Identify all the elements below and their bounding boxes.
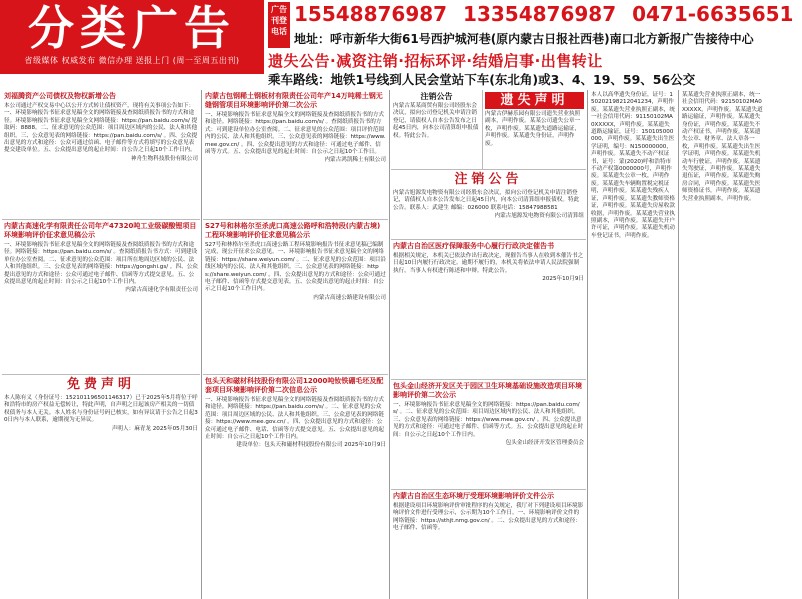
notice-title: 包头金山经济开发区关于园区卫生环境基础设施改造项目环境影响评价第二次公示 [393, 382, 582, 399]
page-title: 分类广告 [28, 1, 236, 55]
notice-body: 本人陈有义（身份证号：152101196501146317）已于2025年5月将位于呼和浩特市的房产权益无偿转让，特此声明，自声明之日起该房产相关的一切债权债务与本人无关。本人姓名与身份证号码已核实，如有异议请于公告之日起30日内与本人联系，逾期视为无异议。 [4, 395, 198, 424]
notice-title: 注销公告 [420, 92, 453, 101]
notice [483, 90, 586, 170]
phone-number: 13354876987 [463, 2, 617, 26]
notice [391, 90, 483, 170]
notice-body: 一、环境影响报告书征求意见稿全文的网络链接及查阅纸质报告书的方式和途径。网络链接：https://pan.baidu.com/s/ 。查阅纸质报告书方式：可到建设单位办公室查阅。二、征求意见的公众范围：项目所在地周边区域的公民、法人和其他组织。三、公众意见表的网络链接：https://gongshi.gs/ 。四、公众提出意见的方式和途径：公众可通过电子邮件、信函等方式提交意见。五、公众提出意见的起止时间：自公示之日起10个工作日内。 [4, 242, 198, 286]
column-3 [391, 90, 586, 599]
notice [391, 490, 586, 599]
notice-signature: 2025年10月9日 [542, 276, 584, 283]
notice-signature: 包头金山经济开发区管理委员会 [505, 440, 584, 447]
column-2 [203, 90, 388, 599]
notice-title: 免费声明 [66, 377, 135, 392]
hotline-label: 广告刊登电话 [268, 2, 290, 48]
notice [203, 220, 388, 375]
notice-title: 内蒙古自治区医疗保障服务中心履行行政决定催告书 [393, 242, 554, 250]
notice-title: 内蒙古高速化学有限责任公司年产47320吨工业级碳酸锂项目环境影响评价征求意见稿公示 [4, 222, 197, 239]
notice-signature: 内蒙古高速化学有限责任公司 [125, 287, 198, 294]
notice-title: 遗失声明 [485, 92, 584, 109]
notice [203, 375, 388, 599]
notice-body: 内蒙古旭源发电物资有限公司经股东会决议，拟向公司登记机关申请注销登记，请债权人自本公告发布之日起45日内，向本公司清算组申报债权。特此公告。联系人：武建生 邮编：026000 联系电话：15847988581 [393, 190, 580, 211]
notice-signature: 内蒙古旭源发电物资有限公司清算组 [494, 213, 584, 220]
notice-signature: 内蒙古鸿凯稀土有限公司 [324, 157, 386, 164]
brand-block [0, 0, 264, 74]
notice-body: 内蒙古伊赫乐园有限公司遗失营业执照副本，声明作废。某某公司遗失公章一枚，声明作废。某某遗失道路运输证，声明作废。某某遗失身份证，声明作废。 [485, 111, 581, 147]
notice [391, 380, 586, 490]
notice-title: 刘福腾资产公司债权及物权新增公告 [4, 92, 116, 100]
route-line: 乘车路线：地铁1号线到人民会堂站下车(东北角)或3、4、19、59、56公交 [268, 72, 696, 87]
notice-title: 包头天和磁材科技股份有限公司12000吨钕铁硼毛坯及配套项目环境影响评价第二次信息公示 [205, 377, 384, 394]
notice-body: 内蒙古某某商贸有限公司经股东会决议，拟向公司登记机关申请注销登记，请债权人自本公告发布之日起45日内，向本公司清算组申报债权。特此公告。 [393, 103, 479, 139]
column-4 [589, 90, 677, 599]
notice [2, 90, 200, 220]
column-divider [389, 90, 390, 599]
notice [589, 90, 677, 599]
notice-row [391, 90, 586, 170]
address-line: 地址：呼市新华大街61号西护城河巷(原内蒙古日报社西巷)南口北方新报广告接待中心 [294, 32, 754, 46]
notice-body: S27号和林格尔至杀虎口高速公路工程环境影响报告书征求意见稿已编制完成，现公开征求公众意见。一、环境影响报告书征求意见稿全文的网络链接：https://share.weiyun.com/ 。二、征求意见的公众范围：项目沿线区域内的公民、法人和其他组织。三、公众意见表的网络链接：https://share.weiyun.com/ 。四、公众提出意见的方式和途径：公众可通过电子邮件、信函等方式提交意见表。五、公众提出意见的起止时间：自公示之日起10个工作日内。 [205, 242, 386, 293]
notice-signature: 神舟生物科技股份有限公司 [130, 155, 198, 162]
phone-number: 0471-6635651 [632, 2, 794, 26]
column-1 [2, 90, 200, 599]
notice-title: 注销公告 [454, 172, 523, 187]
notice-body: 本公司通过产权交易中心以公开方式转让债权资产，现将有关事项公告如下：一、环境影响报告书征求意见稿全文的网络链接及查阅纸质报告书的方式和途径。环境影响报告书征求意见稿全文网络链接：https://pan.baidu.com/s/ 提取码：8888。二、征求意见的公众范围：项目周边区域内的公民、法人和其他组织。三、公众意见表的网络链接：https://pan.baidu.com/s/ 。四、公众提出意见的方式和途径：公众可通过信函、电子邮件等方式将填写的公众意见表提交建设单位。五、公众提出意见的起止时间：自公告之日起10个工作日内。 [4, 103, 198, 154]
notice-body: 本人以高华遗失身份证，证号：150202198212041234，声明作废。某某遗失营业执照正副本，统一社会信用代码：91150102MA0XXXXX，声明作废。某某遗失道路运输证，证号：150105000000，声明作废。某某遗失出生医学证明，编号：N150000000，声明作废。某某遗失不动产权证书，证号：蒙(2020)呼和浩特市不动产权第0000000号，声明作废。某某遗失公章一枚，声明作废。某某遗失车辆购置税完税证明，声明作废。某某遗失残疾人证，声明作废。某某遗失教师资格证，声明作废。某某遗失房屋收款收据，声明作废。某某遗失营业执照副本，声明作废。某某遗失开户许可证，声明作废。某某遗失机动车登记证书，声明作废。 [591, 92, 675, 239]
column-5 [680, 90, 766, 599]
notice-title: 内蒙古包钢稀土钢板材有限责任公司年产14万吨稀土钢无缝钢管项目环境影响评价第二次公示 [205, 92, 383, 109]
notice-body: 某某遗失营业执照正副本，统一社会信用代码：92150102MA0XXXXX，声明作废。某某遗失道路运输证，声明作废。某某遗失身份证，声明作废。某某遗失不动产权证书，声明作废。某某遗失公章、财务章、法人章各一枚，声明作废。某某遗失出生医学证明，声明作废。某某遗失机动车行驶证，声明作废。某某遗失驾驶证，声明作废。某某遗失退伍证，声明作废。某某遗失购房合同，声明作废。某某遗失医师资格证书，声明作废。某某遗失营业执照副本，声明作废。 [682, 92, 763, 202]
notice [680, 90, 766, 599]
phone-numbers [294, 2, 802, 26]
notice-body: 一、环境影响报告书征求意见稿全文的网络链接：https://pan.baidu.com/s/ 。二、征求意见的公众范围：项目周边区域内的公民、法人和其他组织。三、公众意见表的网络链接：https://www.mee.gov.cn/ 。四、公众提出意见的方式和途径：可通过电子邮件、信函等方式。五、公众提出意见的起止时间：自公示之日起10个工作日内。 [393, 402, 584, 438]
notice [391, 170, 586, 240]
column-divider [201, 90, 202, 599]
notice [2, 220, 200, 375]
notice [2, 375, 200, 599]
notice-body: 一、环境影响报告书征求意见稿全文的网络链接及查阅纸质报告书的方式和途径。网络链接：https://pan.baidu.com/s/ 。查阅纸质报告书的方式：可到建设单位办公室查阅。二、征求意见的公众范围：项目评价范围内的公民、法人和其他组织。三、公众意见表的网络链接：https://www.mee.gov.cn/ 。四、公众提出意见的方式和途径：可通过电子邮件、信函等方式。五、公众提出意见的起止时间：自公示之日起10个工作日。 [205, 112, 386, 156]
notice-body: 根据建设项目环境影响评价审批程序的有关规定，我厅对下列建设项目环境影响评价文件进行受理公示，公示期为10个工作日。一、环境影响评价文件的网络链接：https://sthjt.nmg.gov.cn/ 。二、公众提出意见的方式和途径：电子邮件、信函等。 [393, 503, 584, 532]
brand-slogan: 省级媒体 权威发布 微信办理 送报上门 (周一至周五出刊) [24, 56, 240, 65]
notice-body: 一、环境影响报告书征求意见稿全文的网络链接及查阅纸质报告书的方式和途径。网络链接：https://pan.baidu.com/s/ 。二、征求意见的公众范围：项目周边区域的公民、法人和其他组织。三、公众意见表的网络链接：https://www.mee.gov.cn/ 。四、公众提出意见的方式和途径：公众可通过电子邮件、电话、信函等方式提交意见。五、公众提出意见的起止时间：自公示之日起10个工作日内。 [205, 397, 385, 441]
notice [203, 90, 388, 220]
notice [391, 240, 586, 380]
notice-title: 内蒙古自治区生态环境厅受理环境影响评价文件公示 [393, 492, 554, 500]
column-divider [587, 90, 588, 599]
header-banner [0, 0, 794, 87]
column-divider [678, 90, 679, 599]
notice-signature: 内蒙古高速公路建设有限公司 [313, 294, 386, 301]
services-line: 遗失公告·减资注销·招标环评·结婚启事·出售转让 [268, 52, 603, 70]
notice-body: 根据相关规定，本机关已依法作出行政决定，现催告当事人在收到本催告书之日起10日内履行行政决定。逾期不履行的，本机关将依法申请人民法院强制执行。当事人有权进行陈述和申辩。特此公告。 [393, 253, 584, 274]
notice-signature: 建设单位：包头天和磁材科技股份有限公司 2025年10月9日 [236, 442, 386, 449]
phone-number: 15548876987 [294, 2, 448, 26]
notice-signature: 声明人：麻青龙 2025年05月30日 [111, 425, 198, 432]
notice-title: S27号和林格尔至杀虎口高速公路呼和浩特段(内蒙古境)工程环境影响评价征求意见稿公示 [205, 222, 381, 239]
